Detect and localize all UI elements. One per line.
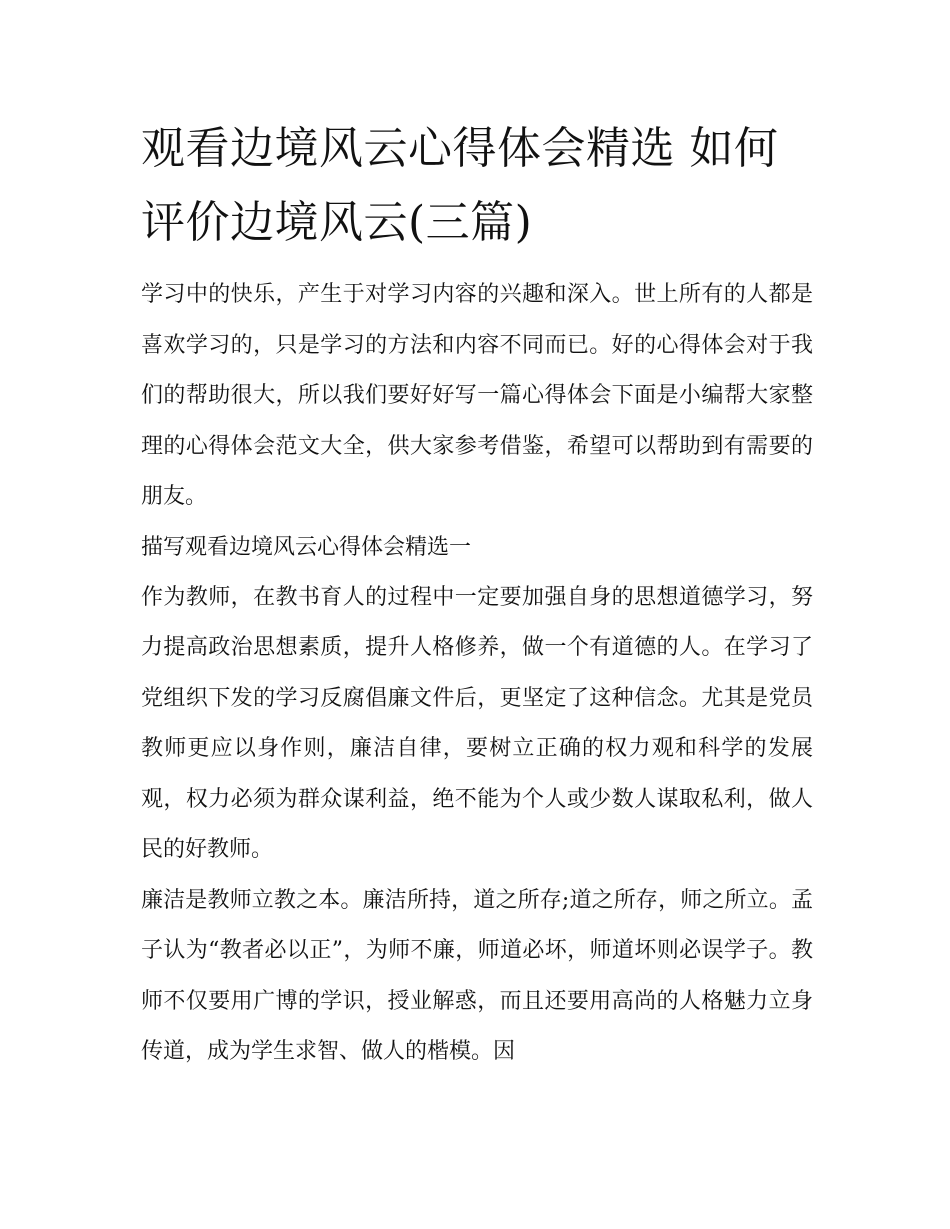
- intro-paragraph: 学习中的快乐，产生于对学习内容的兴趣和深入。世上所有的人都是喜欢学习的，只是学习的方法和内容不同而已。好的心得体会对于我们的帮助很大，所以我们要好好写一篇心得体会下面是小编帮大家整理的心得体会范文大全，供大家参考借鉴，希望可以帮助到有需要的朋友。: [141, 282, 813, 509]
- document-title: 观看边境风云心得体会精选 如何评价边境风云(三篇): [141, 123, 779, 248]
- body-paragraph-2: 廉洁是教师立教之本。廉洁所持，道之所存;道之所存，师之所立。孟子认为“教者必以正”，为师不廉，师道必坏，师道坏则必误学子。教师不仅要用广博的学识，授业解惑，而且还要用高尚的人格魅力立身传道，成为学生求智、做人的楷模。因: [141, 887, 813, 1064]
- body-paragraph-1: 作为教师，在教书育人的过程中一定要加强自身的思想道德学习，努力提高政治思想素质，提升人格修养，做一个有道德的人。在学习了党组织下发的学习反腐倡廉文件后，更坚定了这种信念。尤其是党员教师更应以身作则，廉洁自律，要树立正确的权力观和科学的发展观，权力必须为群众谋利益，绝不能为个人或少数人谋取私利，做人民的好教师。: [141, 584, 813, 862]
- section-heading: 描写观看边境风云心得体会精选一: [141, 534, 472, 560]
- document-content: [141, 112, 813, 1078]
